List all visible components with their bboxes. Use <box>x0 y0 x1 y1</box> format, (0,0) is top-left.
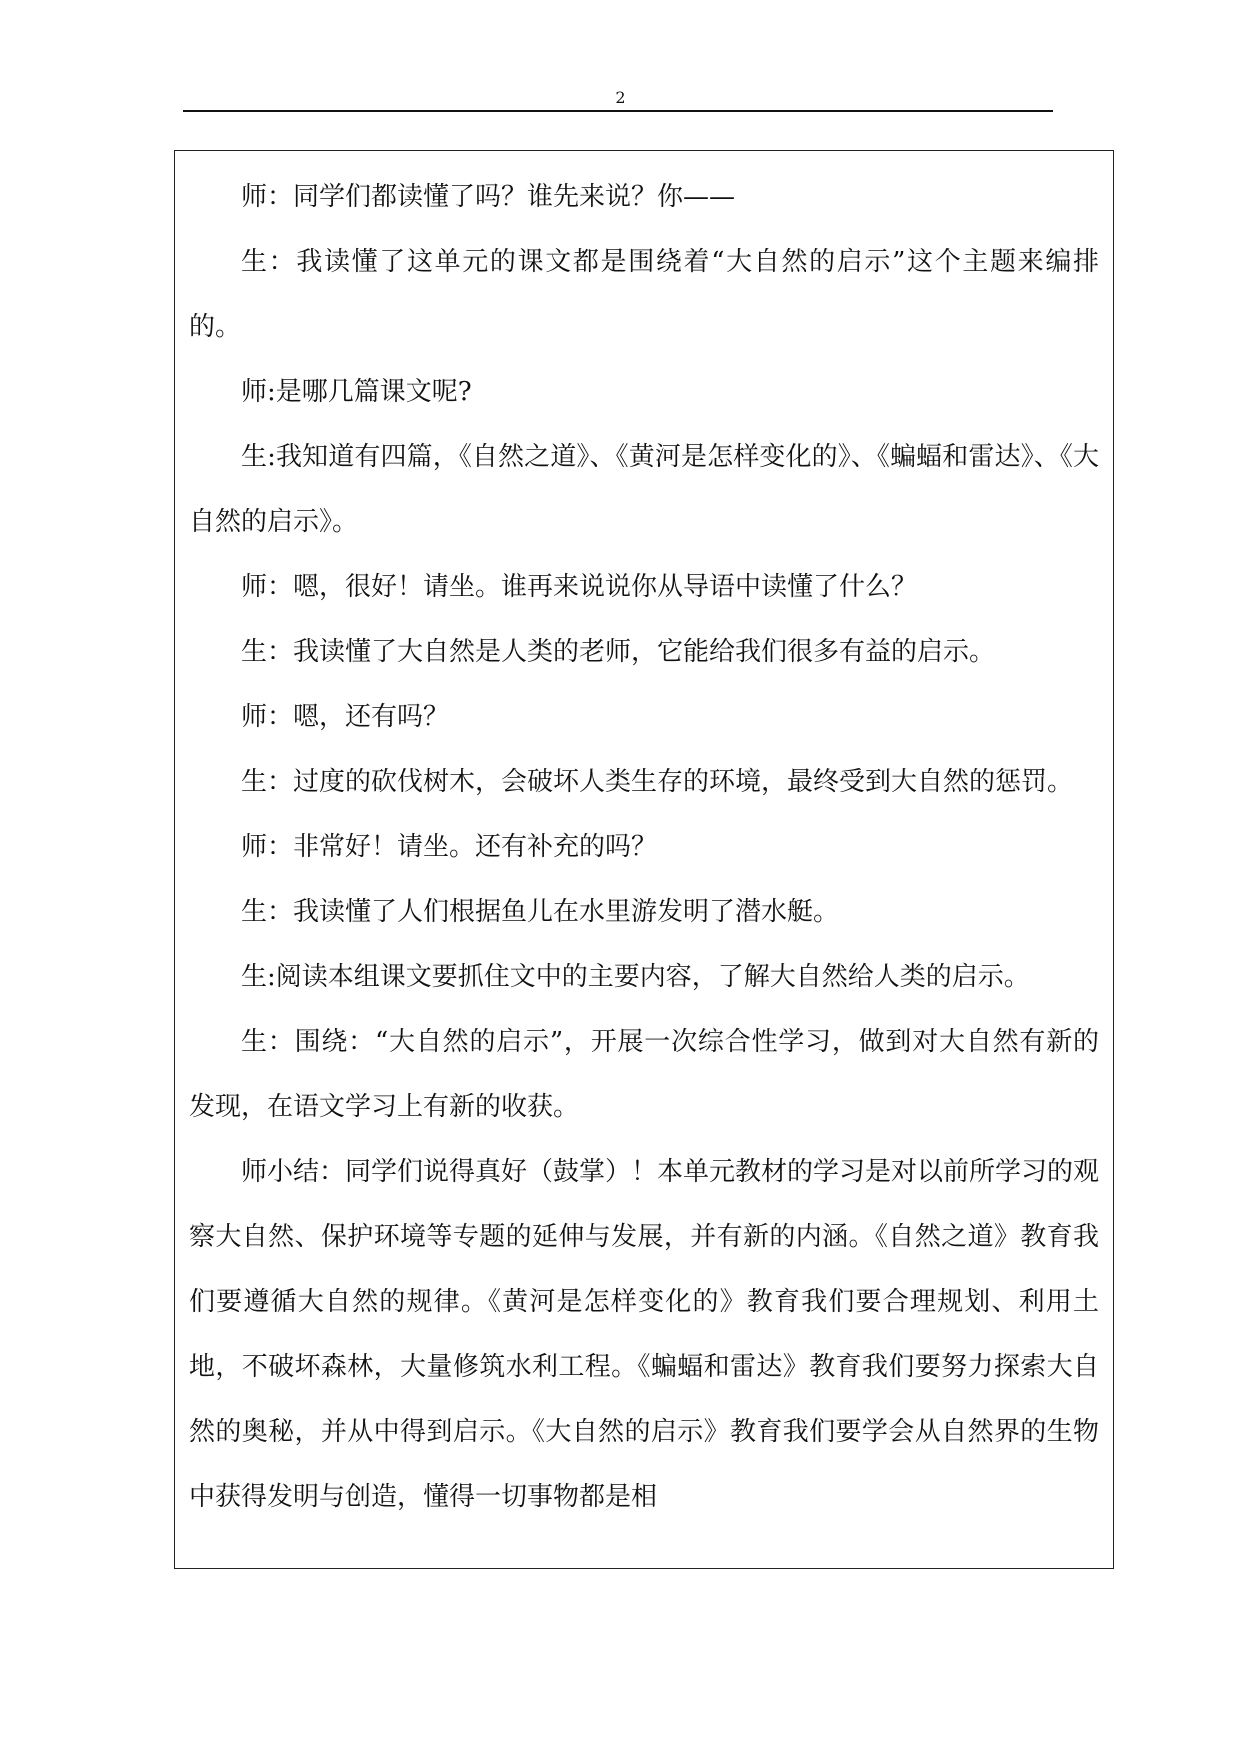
dialogue-paragraph-12: 生：围绕：“大自然的启示”，开展一次综合性学习，做到对大自然有新的发现，在语文学习上有新的收获。 <box>189 1027 1099 1122</box>
dialogue-paragraph-6: 生：我读懂了大自然是人类的老师，它能给我们很多有益的启示。 <box>241 637 996 667</box>
teacher-summary-paragraph: 师小结：同学们说得真好（鼓掌）！本单元教材的学习是对以前所学习的观察大自然、保护环境等专题的延伸与发展，并有新的内涵。《自然之道》教育我们要遵循大自然的规律。《黄河是怎样变化的》教育我们要合理规划、利用土地，不破坏森林，大量修筑水利工程。《蝙蝠和雷达》教育我们要努力探索大自然的奥秘，并从中得到启示。《大自然的启示》教育我们要学会从自然界的生物中获得发明与创造，懂得一切事物都是相 <box>189 1157 1100 1512</box>
content-box <box>174 150 1114 1569</box>
dialogue-paragraph-4: 生:我知道有四篇，《自然之道》、《黄河是怎样变化的》、《蝙蝠和雷达》、《大自然的启示》。 <box>189 442 1099 537</box>
dialogue-paragraph-9: 师：非常好！请坐。还有补充的吗？ <box>241 832 658 862</box>
dialogue-paragraph-7: 师：嗯，还有吗？ <box>241 702 450 732</box>
dialogue-paragraph-3: 师:是哪几篇课文呢? <box>241 377 472 407</box>
page-number: 2 <box>615 88 626 107</box>
header-rule <box>183 110 1053 112</box>
dialogue-paragraph-11: 生:阅读本组课文要抓住文中的主要内容，了解大自然给人类的启示。 <box>241 962 1030 992</box>
dialogue-paragraph-8: 生：过度的砍伐树木，会破坏人类生存的环境，最终受到大自然的惩罚。 <box>241 767 1074 797</box>
dialogue-paragraph-10: 生：我读懂了人们根据鱼儿在水里游发明了潜水艇。 <box>241 897 840 927</box>
dialogue-paragraph-1: 师：同学们都读懂了吗？谁先来说？你—— <box>241 182 736 212</box>
dialogue-paragraph-2: 生：我读懂了这单元的课文都是围绕着“大自然的启示”这个主题来编排的。 <box>189 247 1099 342</box>
dialogue-paragraph-5: 师：嗯，很好！请坐。谁再来说说你从导语中读懂了什么？ <box>241 572 918 602</box>
